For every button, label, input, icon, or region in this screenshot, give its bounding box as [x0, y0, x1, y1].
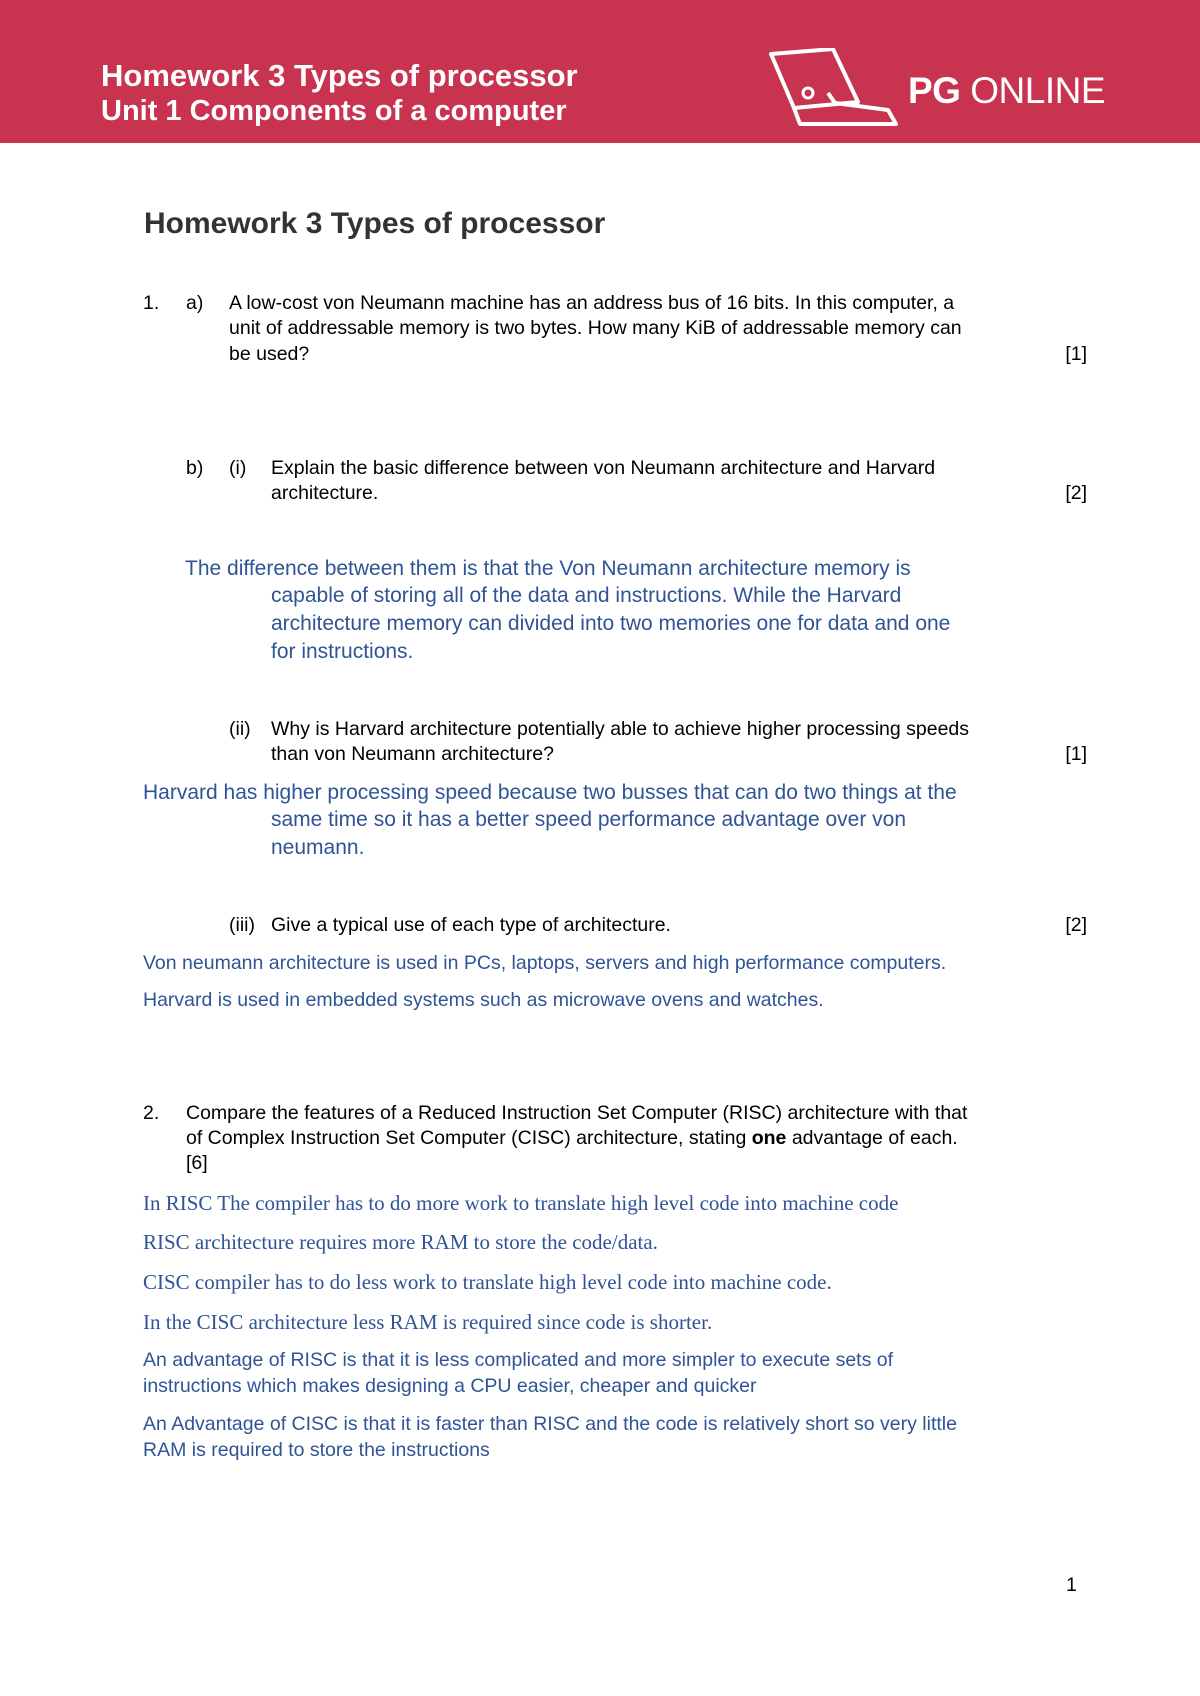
logo-rest: ONLINE	[960, 70, 1106, 111]
q1bii-line: Why is Harvard architecture potentially able to achieve higher processing speeds	[271, 718, 970, 740]
q1biii-marks: [2]	[1065, 914, 1087, 936]
q2-answer-line: instructions which makes designing a CPU easier, cheaper and quicker	[143, 1375, 757, 1397]
q2-answer-line: In RISC The compiler has to do more work to translate high level code into machine code	[143, 1191, 899, 1215]
q1bii-line: than von Neumann architecture?	[271, 743, 554, 765]
q1a-line: be used?	[229, 343, 310, 365]
q1a-line: unit of addressable memory is two bytes. How many KiB of addressable memory can	[229, 317, 962, 339]
q1biii-label: (iii)	[229, 914, 255, 936]
q2-answer-line: An advantage of RISC is that it is less complicated and more simpler to execute sets of	[143, 1349, 894, 1371]
q2-answer-line: In the CISC architecture less RAM is required since code is shorter.	[143, 1310, 713, 1334]
q1b-label: b)	[186, 457, 204, 479]
q1bii-marks: [1]	[1065, 743, 1087, 765]
q2-line: Compare the features of a Reduced Instruction Set Computer (RISC) architecture with that	[186, 1102, 968, 1124]
q2-number: 2.	[143, 1102, 160, 1124]
q1biii-answer-line: Harvard is used in embedded systems such as microwave ovens and watches.	[143, 989, 824, 1011]
q2-answer-line: RAM is required to store the instructions	[143, 1439, 490, 1461]
q2-answer-line: An Advantage of CISC is that it is faster than RISC and the code is relatively short so very little	[143, 1413, 957, 1435]
q1bi-line: architecture.	[271, 482, 379, 504]
header-title: Homework 3 Types of processor	[101, 58, 578, 93]
q1bii-answer-line: Harvard has higher processing speed because two busses that can do two things at the	[143, 781, 957, 804]
q2-answer-line: CISC compiler has to do less work to translate high level code into machine code.	[143, 1270, 832, 1294]
q1bi-answer-line: architecture memory can divided into two memories one for data and one	[271, 612, 951, 635]
laptop-icon	[768, 48, 898, 128]
q1-number: 1.	[143, 292, 160, 314]
q2-line	[186, 1126, 958, 1151]
q2-line2-end: advantage of each.	[786, 1127, 958, 1149]
q1bii-label: (ii)	[229, 718, 251, 740]
logo-wordmark	[908, 70, 1105, 112]
q1bi-label: (i)	[229, 457, 247, 479]
document-title: Homework 3 Types of processor	[144, 207, 606, 240]
q1bi-marks: [2]	[1065, 482, 1087, 504]
q1biii-answer-line: Von neumann architecture is used in PCs, laptops, servers and high performance computers.	[143, 952, 947, 974]
q1a-marks: [1]	[1065, 343, 1087, 365]
q2-answer-line: RISC architecture requires more RAM to store the code/data.	[143, 1230, 658, 1254]
page-number: 1	[1066, 1574, 1077, 1596]
q1bii-answer-line: same time so it has a better speed performance advantage over von	[271, 808, 907, 831]
q2-line2-start: of Complex Instruction Set Computer (CISC) architecture, stating	[186, 1127, 752, 1149]
pg-online-logo	[768, 48, 1108, 133]
header-subtitle: Unit 1 Components of a computer	[101, 95, 567, 127]
page-header	[0, 0, 1200, 143]
q1bi-answer-line: The difference between them is that the Von Neumann architecture memory is	[185, 557, 911, 580]
q1bi-answer-line: for instructions.	[271, 640, 414, 663]
q1bi-line: Explain the basic difference between von Neumann architecture and Harvard	[271, 457, 936, 479]
q1a-label: a)	[186, 292, 204, 314]
q1a-line: A low-cost von Neumann machine has an address bus of 16 bits. In this computer, a	[229, 292, 955, 314]
q1bii-answer-line: neumann.	[271, 836, 365, 859]
q2-emphasis: one	[751, 1127, 787, 1149]
logo-bold: PG	[908, 70, 961, 111]
q2-marks: [6]	[186, 1152, 208, 1174]
q1biii-text: Give a typical use of each type of architecture.	[271, 914, 671, 936]
q1bi-answer-line: capable of storing all of the data and instructions. While the Harvard	[271, 584, 902, 607]
